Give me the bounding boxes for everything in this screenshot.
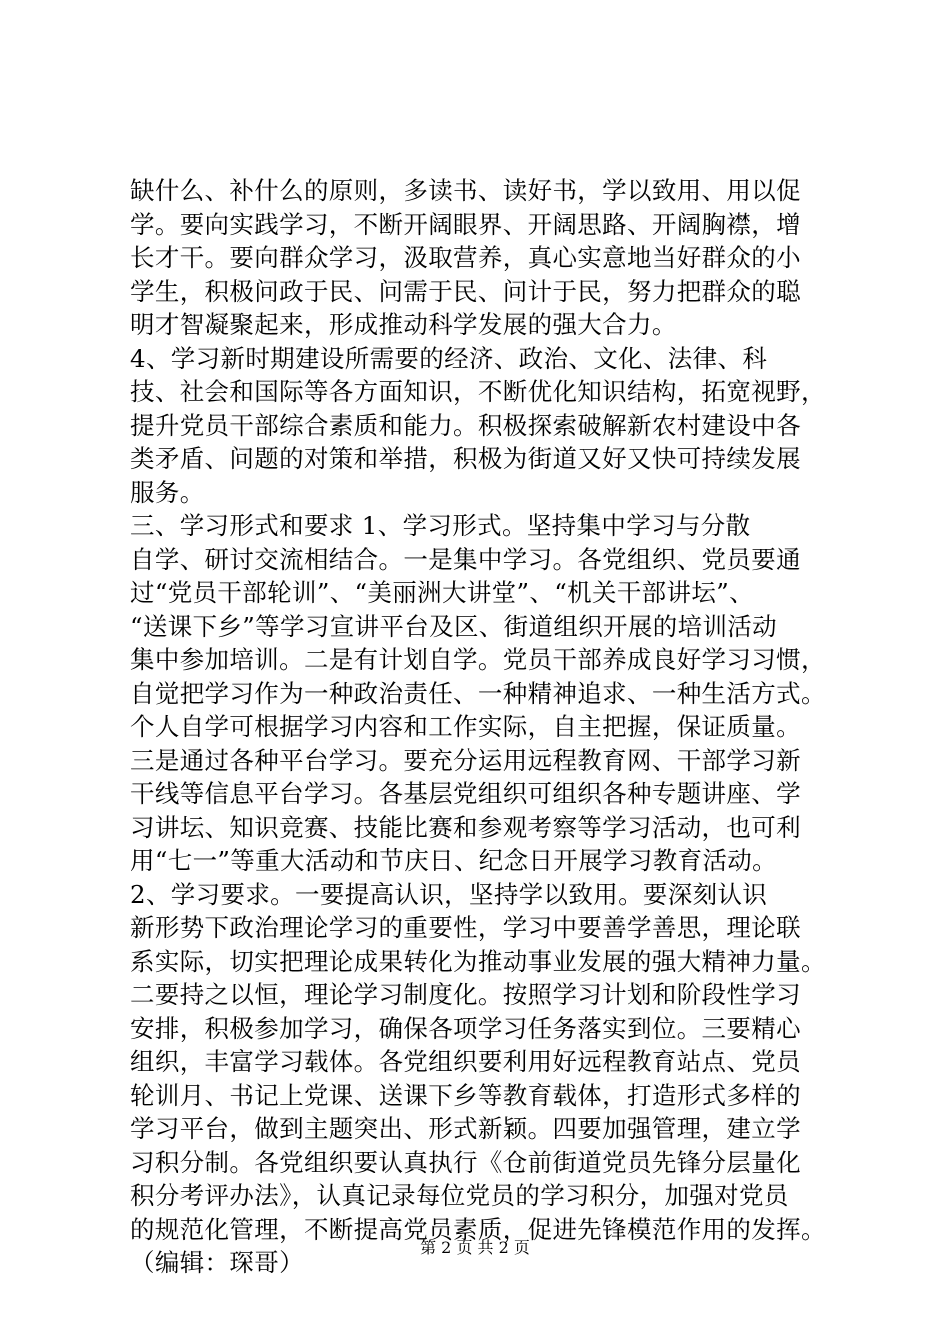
text-line: 长才干。要向群众学习，汲取营养，真心实意地当好群众的小 [130,243,801,272]
text-line: 用“七一”等重大活动和节庆日、纪念日开展学习教育活动。 [130,846,777,875]
text-line: 自学、研讨交流相结合。一是集中学习。各党组织、党员要通 [130,544,801,574]
page-number-footer: 第 2 页 共 2 页 [420,1238,530,1257]
text-line: 提升党员干部综合素质和能力。积极探索破解新农村建设中各 [130,410,801,440]
text-line: 明才智凝聚起来，形成推动科学发展的强大合力。 [130,310,677,339]
text-line: 三是通过各种平台学习。要充分运用远程教育网、干部学习新 [130,745,801,775]
document-body [130,174,830,1280]
text-line: 4、学习新时期建设所需要的经济、政治、文化、法律、科 [130,343,768,373]
text-line: 的规范化管理，不断提高党员素质，促进先锋模范作用的发挥。 [130,1214,826,1244]
text-line: 集中参加培训。二是有计划自学。党员干部养成良好学习习惯， [130,645,826,674]
text-line: 学习平台，做到主题突出、形式新颖。四要加强管理，建立学 [130,1114,801,1143]
text-line: 二要持之以恒，理论学习制度化。按照学习计划和阶段性学习 [130,980,801,1009]
text-line: 三、学习形式和要求 1、学习形式。坚持集中学习与分散 [130,511,751,540]
text-line: 个人自学可根据学习内容和工作实际，自主把握，保证质量。 [130,712,801,741]
text-line: 学生，积极问政于民、问需于民、问计于民，努力把群众的聪 [130,276,801,306]
text-line: 轮训月、书记上党课、送课下乡等教育载体，打造形式多样的 [130,1080,801,1110]
text-line: 积分考评办法》，认真记录每位党员的学习积分，加强对党员 [130,1181,789,1210]
text-line: 服务。 [130,477,205,507]
text-line: 习讲坛、知识竞赛、技能比赛和参观考察等学习活动，也可利 [130,812,801,842]
text-line: 技、社会和国际等各方面知识，不断优化知识结构，拓宽视野， [130,377,826,406]
editor-credit: （编辑：琛哥） [130,1248,304,1277]
text-line: 安排，积极参加学习，确保各项学习任务落实到位。三要精心 [130,1013,801,1043]
text-line: “送课下乡”等学习宣讲平台及区、街道组织开展的培训活动 [130,611,777,641]
text-line: 干线等信息平台学习。各基层党组织可组织各种专题讲座、学 [130,779,801,808]
text-line: 2、学习要求。一要提高认识，坚持学以致用。要深刻认识 [130,879,768,909]
text-line: 新形势下政治理论学习的重要性，学习中要善学善思，理论联 [130,913,801,942]
text-line: 组织，丰富学习载体。各党组织要利用好远程教育站点、党员 [130,1047,801,1076]
text-line: 自觉把学习作为一种政治责任、一种精神追求、一种生活方式。 [130,678,826,708]
text-line: 缺什么、补什么的原则，多读书、读好书，学以致用、用以促 [130,176,801,205]
text-line: 学。要向实践学习，不断开阔眼界、开阔思路、开阔胸襟，增 [130,209,801,239]
text-line: 过“党员干部轮训”、“美丽洲大讲堂”、“机关干部讲坛”、 [130,578,754,607]
text-line: 类矛盾、问题的对策和举措，积极为街道又好又快可持续发展 [130,444,801,473]
text-line: 习积分制。各党组织要认真执行《仓前街道党员先锋分层量化 [130,1147,801,1177]
text-line: 系实际，切实把理论成果转化为推动事业发展的强大精神力量。 [130,946,826,976]
